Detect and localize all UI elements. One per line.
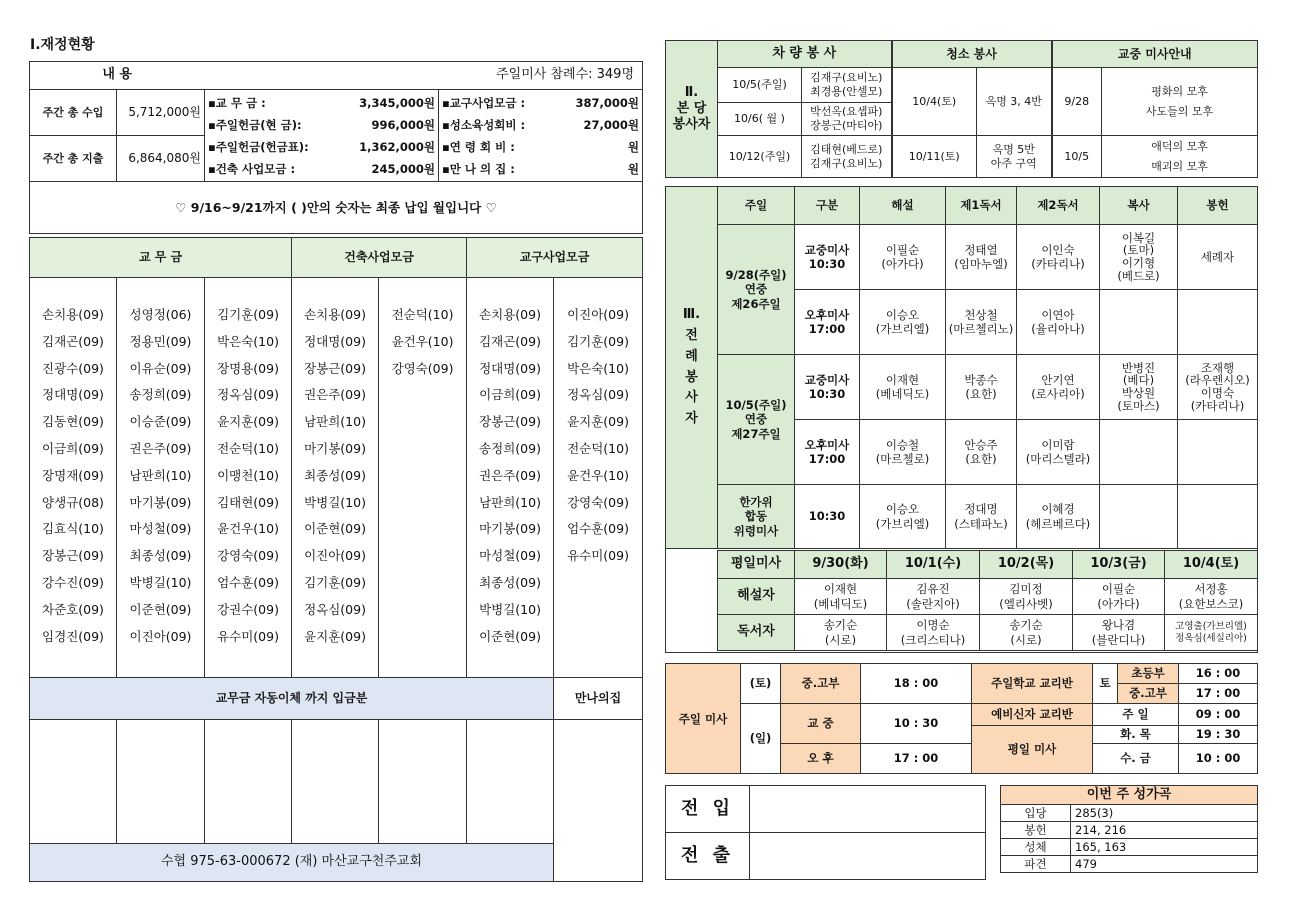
donor-name: 권은주(09) <box>304 387 366 403</box>
section-2-label: Ⅱ. 본 당 봉사자 <box>666 41 718 178</box>
donor-name: 김기훈(09) <box>304 574 366 590</box>
donor-name: 이진아(09) <box>567 307 629 322</box>
item-value: 1,362,000원 <box>359 139 435 154</box>
vehicle-name: 김재구(요비노) <box>810 71 883 85</box>
hymn-value: 285(3) <box>1071 805 1258 822</box>
transfer-in-label: 전 입 <box>666 786 750 833</box>
donor-name: 이준현(09) <box>129 601 192 617</box>
hymn-table <box>1000 785 1258 873</box>
donor-name: 이맹천(10) <box>217 467 279 483</box>
commentator: 이승오 (가브리엘) <box>860 485 946 549</box>
finance-section-title: Ⅰ.재정현황 <box>30 37 95 53</box>
school-time: 16 : 00 <box>1179 664 1258 684</box>
hymn-key: 파견 <box>1001 856 1071 873</box>
school-time: 17 : 00 <box>1179 684 1258 704</box>
col-header-tithe: 교 무 금 <box>30 238 292 278</box>
cleaning-title: 청소 봉사 <box>892 41 1052 68</box>
liturgy-day: 10/5(주일) 연중 제27주일 <box>718 355 795 485</box>
second-reading: 이미람 (마리스텔라) <box>1017 420 1100 485</box>
hymn-value: 165, 163 <box>1071 839 1258 856</box>
donor-name: 엄수훈(09) <box>217 574 279 590</box>
income-label: 주간 총 수입 <box>30 90 117 136</box>
donor-column-tithe-3 <box>205 278 292 678</box>
donor-column-building-1 <box>292 278 379 678</box>
liturgy-header: 구분 <box>795 187 860 225</box>
cleaning-area: 옥명 5반 <box>992 142 1035 156</box>
liturgy-header: 봉헌 <box>1178 187 1258 225</box>
item-value: 3,345,000원 <box>359 95 435 110</box>
sun-mass-time: 17 : 00 <box>861 744 972 774</box>
sun-mass-time: 10 : 30 <box>861 704 972 744</box>
donor-name: 마기봉(09) <box>479 521 541 537</box>
vehicle-title: 차 량 봉 사 <box>718 41 892 68</box>
donor-name: 전순덕(10) <box>567 440 629 456</box>
donor-name: 김태현(09) <box>217 494 279 510</box>
school-day: 토 <box>1093 664 1118 704</box>
item-label: ▪성소육성회비 : <box>442 117 526 132</box>
donor-name: 이금희(09) <box>479 387 541 403</box>
donor-name: 전순덕(10) <box>217 440 279 456</box>
donor-name: 권은주(09) <box>129 440 192 456</box>
mass-type: 교중미사 10:30 <box>795 355 860 420</box>
donor-name: 성영정(06) <box>129 307 192 322</box>
donor-name: 이진아(09) <box>129 628 192 644</box>
donor-name: 이준현(09) <box>479 628 541 644</box>
item-label: ▪교 무 금 : <box>208 95 266 110</box>
auto-transfer-label: 교무금 자동이체 까지 입금분 <box>30 678 554 720</box>
expense-value: 6,864,080원 <box>117 136 205 182</box>
district-name: 사도들의 모후 <box>1145 104 1214 118</box>
donor-name: 정옥심(09) <box>567 387 629 403</box>
donor-name: 정대명(09) <box>304 333 366 349</box>
second-reading: 이인숙 (카타리나) <box>1017 225 1100 290</box>
liturgy-header: 제1독서 <box>946 187 1017 225</box>
col-header-building: 건축사업모금 <box>292 238 467 278</box>
weekday-reader: 송기순 (시로) <box>980 615 1073 651</box>
vehicle-date: 10/5(주일) <box>718 68 802 103</box>
donor-name: 박은숙(10) <box>567 360 629 376</box>
second-reading: 이혜경 (헤르베르다) <box>1017 485 1100 549</box>
first-reading: 정대명 (스테파노) <box>946 485 1017 549</box>
weekday-reader: 이명순 (크리스티나) <box>887 615 980 651</box>
hymn-key: 성체 <box>1001 839 1071 856</box>
donor-name: 이준현(09) <box>304 521 366 537</box>
donor-name: 전순덕(10) <box>391 307 454 322</box>
donor-name: 이유순(09) <box>129 360 192 376</box>
liturgy-table <box>665 186 1258 549</box>
offertory: 조재행 (라우렌시오) 이명숙 (카타리나) <box>1178 355 1258 420</box>
vehicle-date: 10/12(주일) <box>718 136 802 178</box>
transfer-out-label: 전 출 <box>666 833 750 880</box>
col-header-diocese: 교구사업모금 <box>467 238 643 278</box>
finance-summary-table <box>29 61 643 234</box>
donor-name: 마기봉(09) <box>129 494 192 510</box>
donor-name: 마성철(09) <box>129 521 192 537</box>
donor-name: 윤건우(10) <box>567 467 629 483</box>
district-date: 10/5 <box>1052 136 1102 178</box>
donor-name: 남판희(10) <box>479 494 541 510</box>
liturgy-header: 제2독서 <box>1017 187 1100 225</box>
donor-name: 최종성(09) <box>479 574 541 590</box>
donor-name: 마기봉(09) <box>304 440 366 456</box>
sun-mass-name: 오 후 <box>781 744 861 774</box>
donor-name: 이금희(09) <box>42 440 104 456</box>
donor-name: 강영숙(09) <box>567 494 629 510</box>
district-title: 교중 미사안내 <box>1052 41 1258 68</box>
attendance-count: 주일미사 참례수: 349명 <box>205 62 643 90</box>
cleaning-area: 아주 구역 <box>990 156 1037 170</box>
income-value: 5,712,000원 <box>117 90 205 136</box>
weekday-table <box>717 550 1258 651</box>
item-value: 원 <box>627 161 640 176</box>
donor-name: 남판희(10) <box>129 467 192 483</box>
second-reading: 이연아 (율리아나) <box>1017 290 1100 355</box>
offertory: 세례자 <box>1178 225 1258 290</box>
weekday-label: 평일미사 <box>718 551 795 579</box>
header-content-label: 내 용 <box>30 62 205 90</box>
item-label: ▪연 령 회 비 : <box>442 139 515 154</box>
donor-name: 이승준(09) <box>129 414 192 430</box>
vehicle-name: 최경용(안셀모) <box>810 85 883 98</box>
first-reading: 천상철 (마르첼리노) <box>946 290 1017 355</box>
district-name: 애덕의 모후 <box>1151 139 1208 153</box>
vehicle-name: 박선옥(요셉파) <box>810 105 883 119</box>
weekday-days: 수. 금 <box>1093 744 1179 774</box>
second-reading: 안기연 (로사리아) <box>1017 355 1100 420</box>
item-label: ▪주일헌금(헌금표): <box>208 139 309 154</box>
donor-name: 장봉근(09) <box>42 548 104 564</box>
payment-notice: ♡ 9/16~9/21까지 ( )안의 숫자는 최종 납입 월입니다 ♡ <box>30 182 643 234</box>
donor-name: 정옥심(09) <box>217 387 279 403</box>
vehicle-date: 10/6( 월 ) <box>718 103 802 136</box>
item-label: ▪건축 사업모금 : <box>208 161 296 176</box>
item-label: ▪주일헌금(현 금): <box>208 117 302 132</box>
donor-name: 정옥심(09) <box>304 601 366 617</box>
donor-name: 최종성(09) <box>129 548 192 564</box>
donor-name: 강수진(09) <box>42 574 104 590</box>
donor-name: 양생규(08) <box>42 494 104 510</box>
donor-column-building-2 <box>379 278 467 678</box>
donor-name: 차준호(09) <box>42 601 104 617</box>
donor-name: 장명재(09) <box>42 467 104 483</box>
saturday-label: (토) <box>741 664 781 704</box>
donor-name: 김재곤(09) <box>42 333 104 349</box>
liturgy-header: 주일 <box>718 187 795 225</box>
weekday-date: 9/30(화) <box>795 551 887 579</box>
mass-times-table-2 <box>665 703 1258 774</box>
weekday-days: 화. 목 <box>1093 726 1179 744</box>
donor-name: 강영숙(09) <box>217 548 279 564</box>
donor-name: 손치용(09) <box>304 307 366 322</box>
donor-column-diocese-2 <box>554 278 643 678</box>
weekday-reader: 송기순 (시로) <box>795 615 887 651</box>
first-reading: 정태열 (임마누엘) <box>946 225 1017 290</box>
donor-name: 이진아(09) <box>304 548 366 564</box>
vehicle-name: 김태현(베드로) <box>810 142 883 156</box>
donor-column-diocese-1 <box>467 278 554 678</box>
donor-column-tithe-1 <box>30 278 117 678</box>
donor-name: 권은주(09) <box>479 467 541 483</box>
hymn-key: 봉헌 <box>1001 822 1071 839</box>
school-group: 초등부 <box>1118 664 1179 684</box>
sun-mass-name: 교 중 <box>781 704 861 744</box>
donor-name: 손치용(09) <box>42 307 104 322</box>
transfer-table <box>665 785 986 880</box>
commentator: 이필순 (아가다) <box>860 225 946 290</box>
manna-label: 만나의집 <box>554 678 643 720</box>
donor-table <box>29 237 643 882</box>
donor-name: 박병길(10) <box>304 494 366 510</box>
donor-name: 김효식(10) <box>42 521 104 537</box>
donor-name: 윤지훈(09) <box>304 628 366 644</box>
weekday-mass-label: 평일 미사 <box>972 726 1093 774</box>
commentator: 이승오 (가브리엘) <box>860 290 946 355</box>
weekday-date: 10/1(수) <box>887 551 980 579</box>
donor-name: 김기훈(09) <box>217 307 279 322</box>
donor-column-tithe-2 <box>117 278 205 678</box>
sunday-mass-label-block: 주일 미사 <box>666 664 741 773</box>
donor-name: 임경진(09) <box>42 628 104 644</box>
catechumen-label: 예비신자 교리반 <box>972 704 1093 726</box>
weekday-commentator: 이필순 (아가다) <box>1073 579 1165 615</box>
sat-mass-time: 18 : 00 <box>861 664 972 704</box>
donor-name: 남판희(10) <box>304 414 366 430</box>
mass-type: 오후미사 17:00 <box>795 290 860 355</box>
district-date: 9/28 <box>1052 68 1102 136</box>
donor-name: 강영숙(09) <box>391 360 454 376</box>
donor-name: 윤지훈(09) <box>217 414 279 430</box>
hymn-title: 이번 주 성가곡 <box>1001 786 1258 805</box>
weekday-commentator: 서정홍 (요한보스코) <box>1165 579 1258 615</box>
donor-name: 강권수(09) <box>217 601 279 617</box>
weekday-commentator: 김유진 (솔란지아) <box>887 579 980 615</box>
weekday-commentator: 이재현 (베네딕도) <box>795 579 887 615</box>
donor-name: 손치용(09) <box>479 307 541 322</box>
mass-type: 오후미사 17:00 <box>795 420 860 485</box>
reader-label: 독서자 <box>718 615 795 651</box>
donor-name: 김재곤(09) <box>479 333 541 349</box>
cleaning-date: 10/4(토) <box>892 68 977 136</box>
mass-type: 10:30 <box>795 485 860 549</box>
donor-name: 장명용(09) <box>217 360 279 376</box>
district-name: 매괴의 모후 <box>1151 159 1208 173</box>
hymn-value: 479 <box>1071 856 1258 873</box>
mass-type: 교중미사 10:30 <box>795 225 860 290</box>
donor-name: 김동현(09) <box>42 414 104 430</box>
weekday-date: 10/3(금) <box>1073 551 1165 579</box>
section-3-label: Ⅲ. 전 례 봉 사 자 <box>666 187 718 549</box>
donor-name: 장봉근(09) <box>479 414 541 430</box>
donor-name: 장봉근(09) <box>304 360 366 376</box>
liturgy-header: 복사 <box>1100 187 1178 225</box>
donor-name: 윤건우(10) <box>391 333 454 349</box>
commentator: 이재현 (베네딕도) <box>860 355 946 420</box>
item-value: 387,000원 <box>575 95 640 110</box>
vehicle-name: 김재구(요비노) <box>810 156 883 170</box>
donor-name: 김기훈(09) <box>567 333 629 349</box>
liturgy-header: 해설 <box>860 187 946 225</box>
service-table <box>665 40 1258 178</box>
donor-name: 최종성(09) <box>304 467 366 483</box>
commentator: 이승철 (마르첼로) <box>860 420 946 485</box>
liturgy-day: 9/28(주일) 연중 제26주일 <box>718 225 795 355</box>
sunday-school-label: 주일학교 교리반 <box>972 664 1093 704</box>
mass-times-table <box>665 663 1258 704</box>
donor-name: 윤지훈(09) <box>567 414 629 430</box>
weekday-commentator: 김미정 (엘리사벳) <box>980 579 1073 615</box>
first-reading: 박종수 (요한) <box>946 355 1017 420</box>
donor-name: 유수미(09) <box>567 548 629 564</box>
donor-name: 윤건우(10) <box>217 521 279 537</box>
district-name: 평화의 모후 <box>1151 84 1208 98</box>
hymn-value: 214, 216 <box>1071 822 1258 839</box>
donor-name: 정대명(09) <box>42 387 104 403</box>
weekday-time: 10 : 00 <box>1179 744 1258 774</box>
bank-account: 수협 975-63-000672 (재) 마산교구천주교회 <box>30 844 554 882</box>
weekday-date: 10/4(토) <box>1165 551 1258 579</box>
donor-name: 정용민(09) <box>129 333 192 349</box>
weekday-time: 19 : 30 <box>1179 726 1258 744</box>
cleaning-date: 10/11(토) <box>892 136 977 178</box>
weekday-reader: 왕나겸 (블란디나) <box>1073 615 1165 651</box>
hymn-key: 입당 <box>1001 805 1071 822</box>
catechumen-day: 주 일 <box>1093 704 1179 726</box>
catechumen-time: 09 : 00 <box>1179 704 1258 726</box>
vehicle-name: 장봉근(마티아) <box>810 119 883 132</box>
sat-mass-name: 중.고부 <box>781 664 861 704</box>
expense-label: 주간 총 지출 <box>30 136 117 182</box>
altar-servers: 반병진 (베다) 박상원 (토마스) <box>1100 355 1178 420</box>
donor-name: 정대명(09) <box>479 360 541 376</box>
item-label: ▪만 나 의 집 : <box>442 161 515 176</box>
first-reading: 안승주 (요한) <box>946 420 1017 485</box>
donor-name: 박병길(10) <box>479 601 541 617</box>
donor-name: 마성철(09) <box>479 548 541 564</box>
item-value: 27,000원 <box>583 117 640 132</box>
sunday-label: (일) <box>741 704 781 774</box>
donor-name: 엄수훈(09) <box>567 521 629 537</box>
donor-name: 송정희(09) <box>129 387 192 403</box>
commentator-label: 해설자 <box>718 579 795 615</box>
donor-name: 박은숙(10) <box>217 333 279 349</box>
donor-name: 박병길(10) <box>129 574 192 590</box>
item-value: 996,000원 <box>371 117 435 132</box>
item-value: 245,000원 <box>371 161 435 176</box>
item-value: 원 <box>627 139 640 154</box>
donor-name: 진광수(09) <box>42 360 104 376</box>
altar-servers: 이복길 (토마) 이기형 (베드로) <box>1100 225 1178 290</box>
cleaning-area: 옥명 3, 4반 <box>977 68 1052 136</box>
weekday-date: 10/2(목) <box>980 551 1073 579</box>
weekday-reader: 고영출(가브리엘) 정옥심(세실리아) <box>1165 615 1258 651</box>
school-group: 중.고부 <box>1118 684 1179 704</box>
donor-name: 유수미(09) <box>217 628 279 644</box>
liturgy-day: 한가위 합동 위령미사 <box>718 485 795 549</box>
item-label: ▪교구사업모금 : <box>442 95 526 110</box>
donor-name: 송정희(09) <box>479 440 541 456</box>
